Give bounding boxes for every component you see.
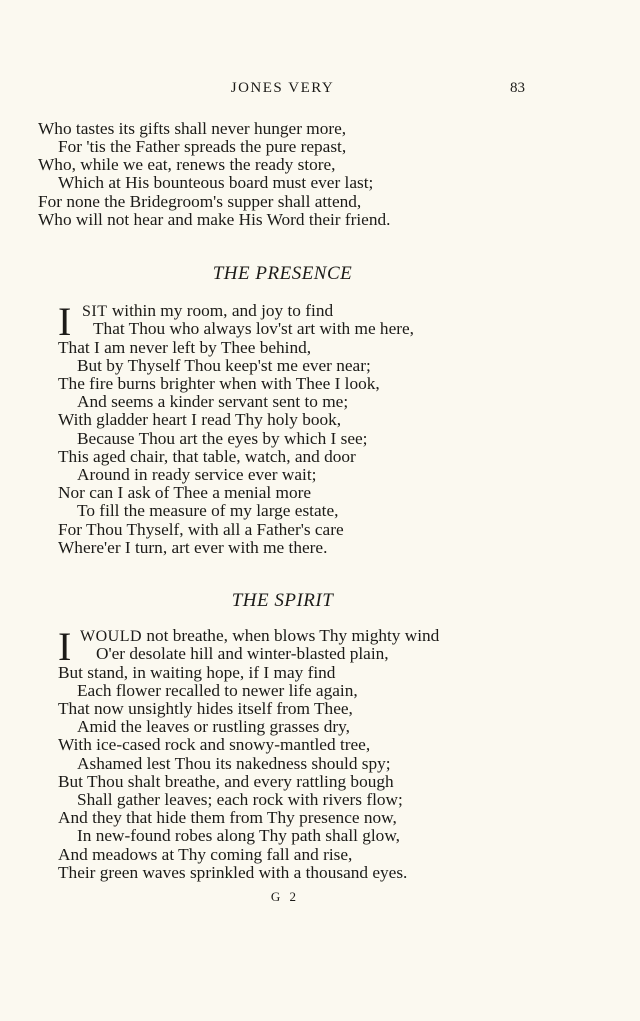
drop-cap: I xyxy=(58,624,72,669)
verse-line: Who tastes its gifts shall never hunger more, xyxy=(38,119,347,138)
verse-line: The fire burns brighter when with Thee I look, xyxy=(58,374,380,393)
verse-line: With ice-cased rock and snowy-mantled tree, xyxy=(58,735,371,754)
verse-line: And they that hide them from Thy presence now, xyxy=(58,808,397,827)
verse-line: But stand, in waiting hope, if I may find xyxy=(58,663,336,682)
verse-line: But Thou shalt breathe, and every rattling bough xyxy=(58,772,394,791)
verse-line: Which at His bounteous board must ever last; xyxy=(58,173,374,192)
verse-line: With gladder heart I read Thy holy book, xyxy=(58,410,342,429)
verse-line: Each flower recalled to newer life again, xyxy=(77,681,358,700)
poem-title: THE PRESENCE xyxy=(212,263,353,284)
first-line-rest: not breathe, when blows Thy mighty wind xyxy=(142,626,440,645)
first-word-caps: WOULD xyxy=(80,628,143,645)
verse-line: Ashamed lest Thou its nakedness should spy; xyxy=(77,754,391,773)
verse-line: Who will not hear and make His Word their friend. xyxy=(38,210,391,229)
verse-line: That now unsightly hides itself from Thee, xyxy=(58,699,353,718)
verse-line: Amid the leaves or rustling grasses dry, xyxy=(77,717,350,736)
verse-line: But by Thyself Thou keep'st me ever near; xyxy=(77,356,371,375)
signature-mark: G 2 xyxy=(270,889,300,904)
verse-line: Where'er I turn, art ever with me there. xyxy=(58,538,328,557)
verse-line: For Thou Thyself, with all a Father's care xyxy=(58,520,344,539)
first-line-rest: within my room, and joy to find xyxy=(107,301,334,320)
running-head: JONES VERY xyxy=(230,80,335,96)
verse-line: Their green waves sprinkled with a thousand eyes. xyxy=(58,863,408,882)
verse-line: Who, while we eat, renews the ready store, xyxy=(38,155,336,174)
poem-title: THE SPIRIT xyxy=(231,590,334,611)
verse-line: Shall gather leaves; each rock with rivers flow; xyxy=(77,790,403,809)
verse-line: For none the Bridegroom's supper shall attend, xyxy=(38,192,362,211)
page-number: 83 xyxy=(510,80,525,96)
verse-line: That Thou who always lov'st art with me here, xyxy=(93,319,414,338)
verse-line: And seems a kinder servant sent to me; xyxy=(77,392,349,411)
verse-line: O'er desolate hill and winter-blasted plain, xyxy=(96,644,389,663)
verse-line: And meadows at Thy coming fall and rise, xyxy=(58,845,353,864)
verse-line: To fill the measure of my large estate, xyxy=(77,501,339,520)
verse-line: This aged chair, that table, watch, and door xyxy=(58,447,356,466)
page-header xyxy=(0,80,640,100)
verse-line: Nor can I ask of Thee a menial more xyxy=(58,483,312,502)
drop-cap: I xyxy=(58,299,72,344)
verse-line: Because Thou art the eyes by which I see; xyxy=(77,429,368,448)
verse-line: In new-found robes along Thy path shall glow, xyxy=(77,826,401,845)
verse-line: That I am never left by Thee behind, xyxy=(58,338,312,357)
verse-line: For 'tis the Father spreads the pure repast, xyxy=(58,137,347,156)
verse-line: Around in ready service ever wait; xyxy=(77,465,317,484)
first-word-caps: SIT xyxy=(82,303,108,320)
